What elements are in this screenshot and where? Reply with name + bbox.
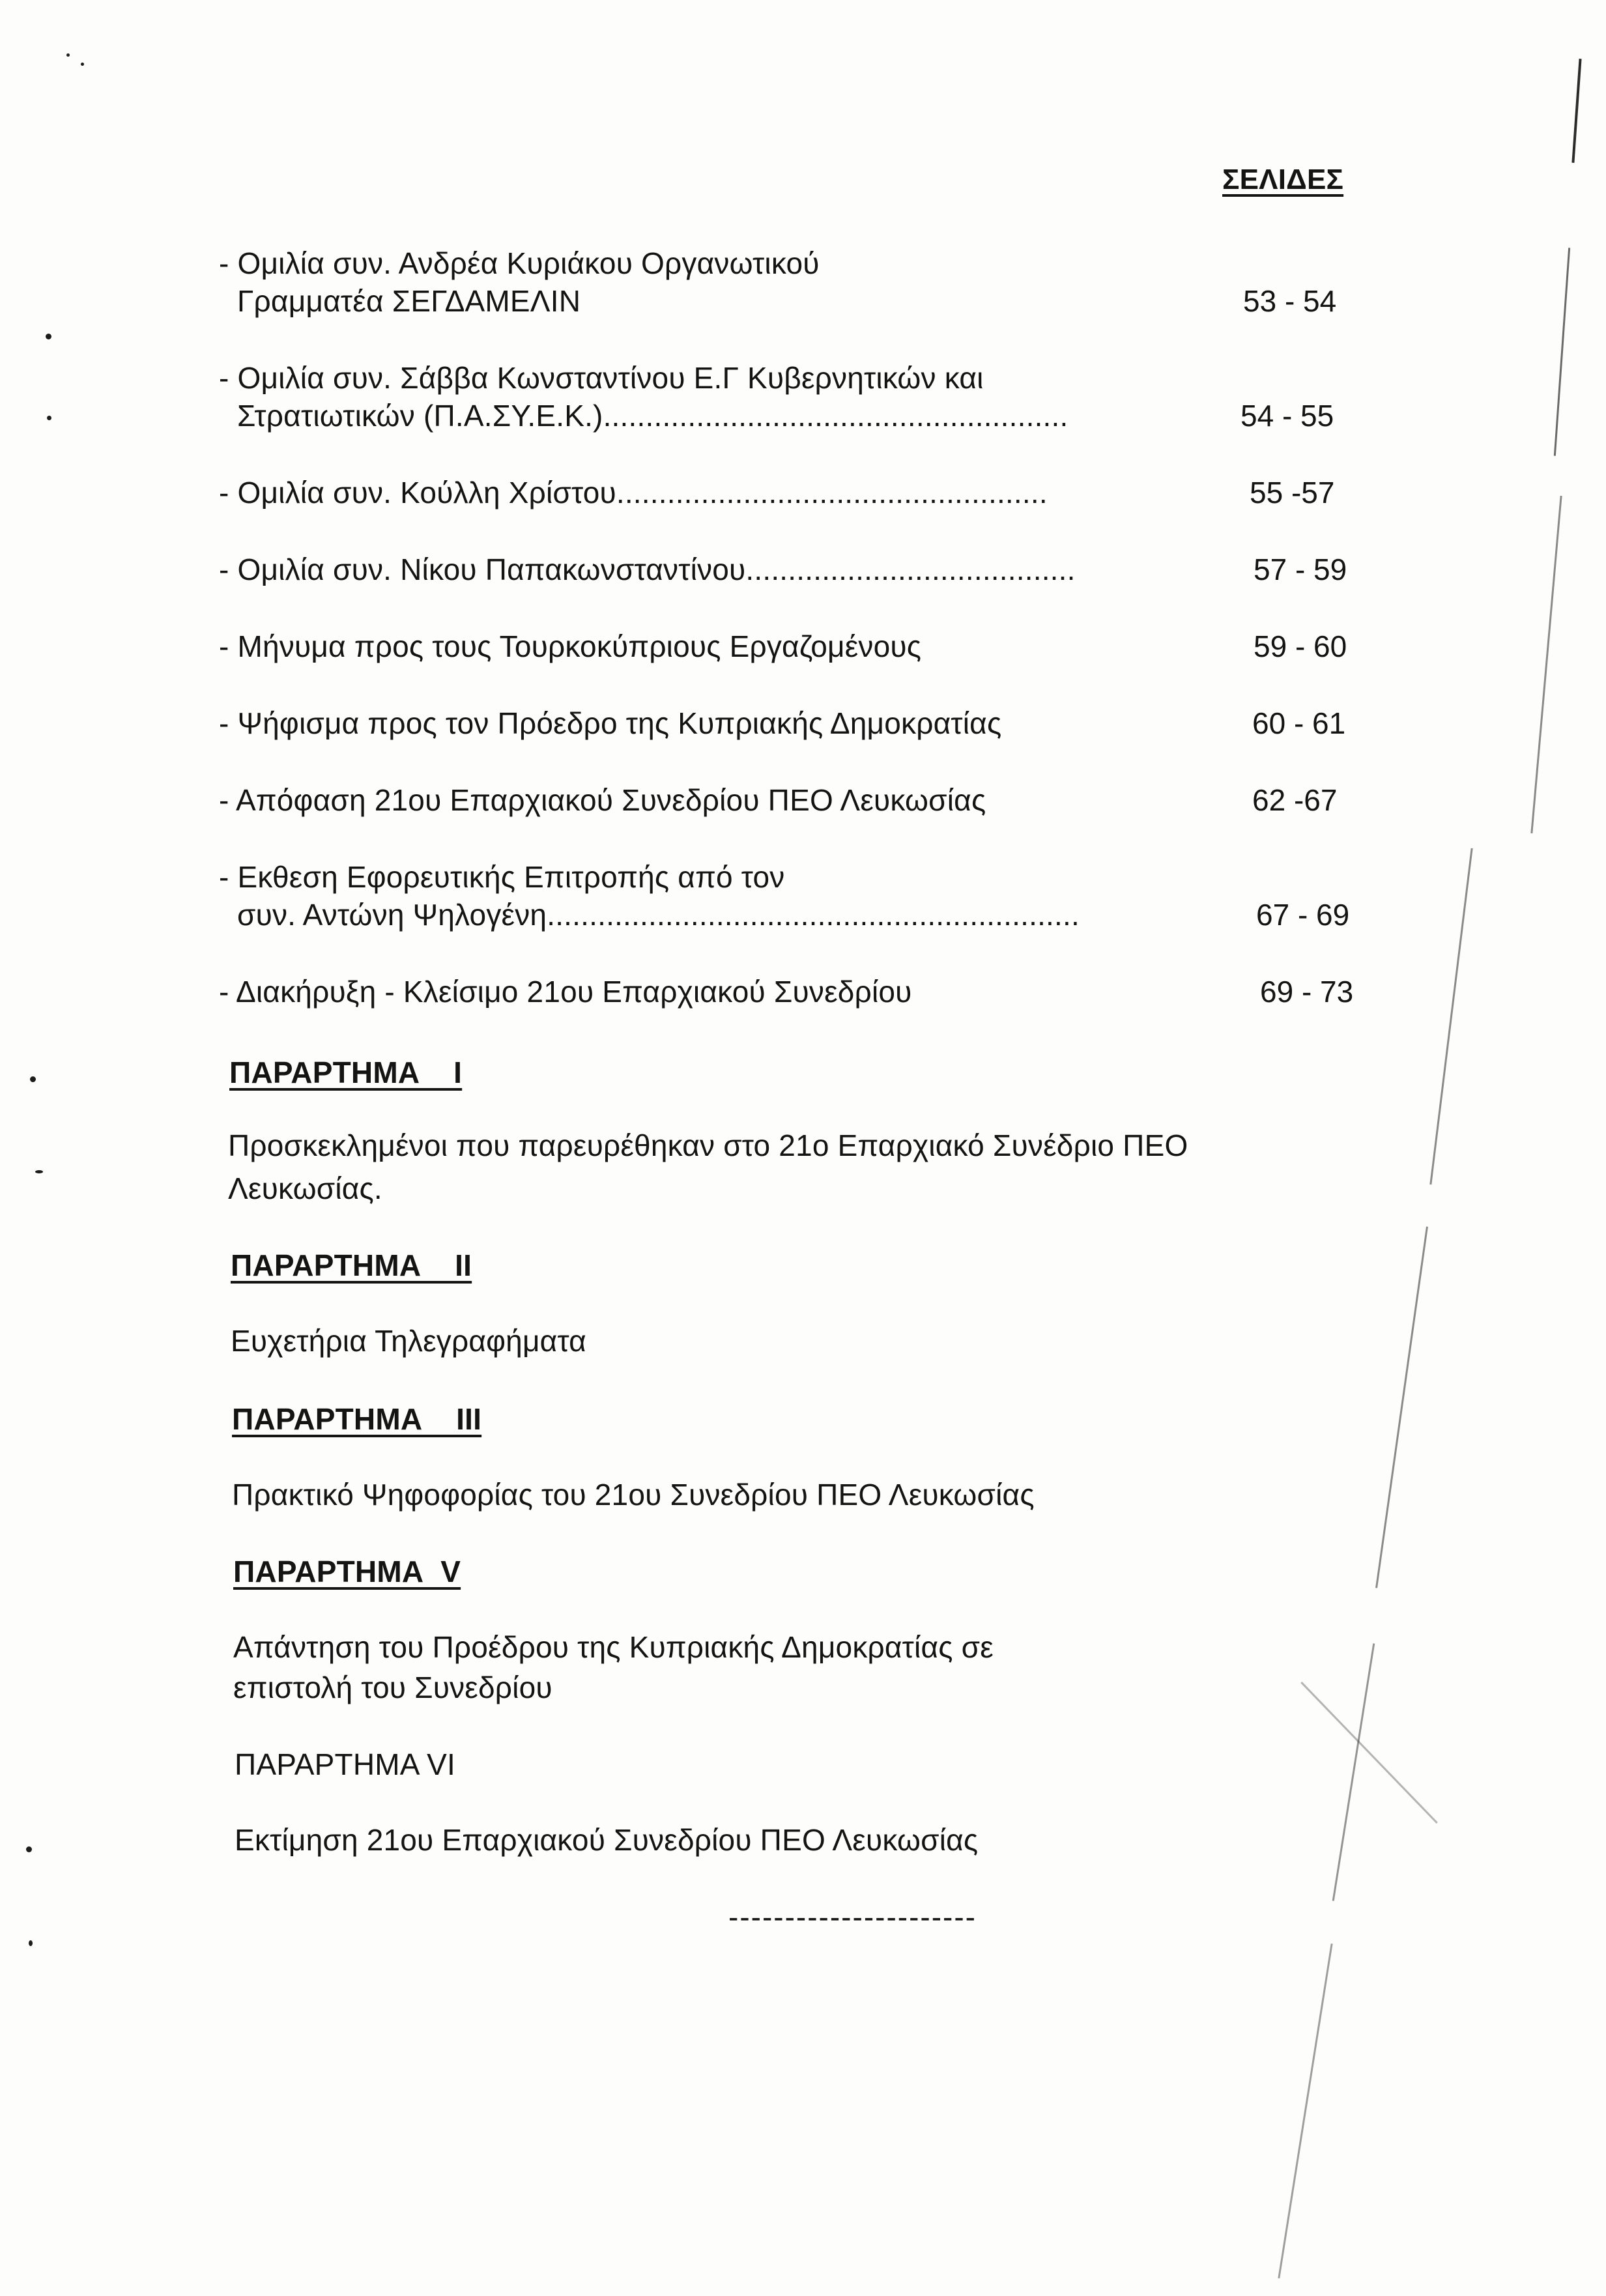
toc-entry-pages: 55 -57 bbox=[1250, 476, 1335, 509]
appendix-title: ΠΑΡΑΡΤΗΜΑ I bbox=[229, 1055, 463, 1089]
toc-entry-pages: 67 - 69 bbox=[1256, 898, 1350, 932]
toc-entry-text-continued: Γραμματέα ΣΕΓΔΑΜΕΛΙΝ bbox=[237, 284, 581, 318]
appendix-description: Εκτίμηση 21ου Επαρχιακού Συνεδρίου ΠΕΟ Λευκωσίας bbox=[235, 1823, 979, 1857]
toc-entry-text: - Μήνυμα προς τους Τουρκοκύπριους Εργαζομένους bbox=[219, 629, 922, 663]
toc-entry-text: - Ομιλία συν. Ανδρέα Κυριάκου Οργανωτικού bbox=[219, 246, 820, 280]
appendix-description: Πρακτικό Ψηφοφορίας του 21ου Συνεδρίου ΠΕΟ Λευκωσίας bbox=[232, 1478, 1035, 1512]
appendix-description: Ευχετήρια Τηλεγραφήματα bbox=[231, 1324, 586, 1358]
toc-entry-pages: 62 -67 bbox=[1252, 783, 1338, 817]
toc-entry-pages: 54 - 55 bbox=[1240, 399, 1334, 433]
toc-entry-text: - Εκθεση Εφορευτικής Επιτροπής από τον bbox=[219, 860, 785, 894]
toc-entry-text: - Ομιλία συν. Σάββα Κωνσταντίνου Ε.Γ Κυβερνητικών και bbox=[219, 361, 984, 395]
toc-entry-text-continued: συν. Αντώνη Ψηλογένη............................................................... bbox=[237, 898, 1080, 932]
appendix-description-continued: Λευκωσίας. bbox=[228, 1171, 382, 1205]
toc-entry-text: - Ομιλία συν. Νίκου Παπακωνσταντίνου....................................... bbox=[219, 552, 1076, 586]
appendix-title: ΠΑΡΑΡΤΗΜΑ V bbox=[233, 1555, 461, 1588]
closing-separator: ---------------------- bbox=[728, 1900, 977, 1934]
appendix-description-continued: επιστολή του Συνεδρίου bbox=[233, 1671, 552, 1704]
toc-entry-pages: 60 - 61 bbox=[1252, 706, 1346, 740]
toc-entry-text: - Απόφαση 21ου Επαρχιακού Συνεδρίου ΠΕΟ Λευκωσίας bbox=[219, 783, 986, 817]
appendix-title: ΠΑΡΑΡΤΗΜΑ III bbox=[232, 1402, 482, 1436]
toc-entry-pages: 59 - 60 bbox=[1254, 629, 1347, 663]
toc-entry-pages: 69 - 73 bbox=[1260, 975, 1354, 1009]
pages-column-heading: ΣΕΛΙΔΕΣ bbox=[1222, 164, 1344, 195]
toc-entry-text: - Διακήρυξη - Κλείσιμο 21ου Επαρχιακού Συνεδρίου bbox=[219, 975, 912, 1009]
appendix-title: ΠΑΡΑΡΤΗΜΑ VI bbox=[235, 1747, 455, 1781]
toc-entry-pages: 53 - 54 bbox=[1243, 284, 1337, 318]
appendix-description: Απάντηση του Προέδρου της Κυπριακής Δημοκρατίας σε bbox=[233, 1630, 994, 1664]
toc-entry-text: - Ψήφισμα προς τον Πρόεδρο της Κυπριακής Δημοκρατίας bbox=[219, 706, 1002, 740]
toc-entry-text-continued: Στρατιωτικών (Π.Α.ΣΥ.Ε.Κ.)....................................................... bbox=[237, 399, 1068, 433]
appendix-description: Προσκεκλημένοι που παρευρέθηκαν στο 21ο Επαρχιακό Συνέδριο ΠΕΟ bbox=[228, 1128, 1188, 1162]
appendix-title: ΠΑΡΑΡΤΗΜΑ II bbox=[231, 1248, 472, 1282]
toc-entry-pages: 57 - 59 bbox=[1254, 552, 1347, 586]
toc-entry-text: - Ομιλία συν. Κούλλη Χρίστου................................................... bbox=[219, 476, 1048, 509]
